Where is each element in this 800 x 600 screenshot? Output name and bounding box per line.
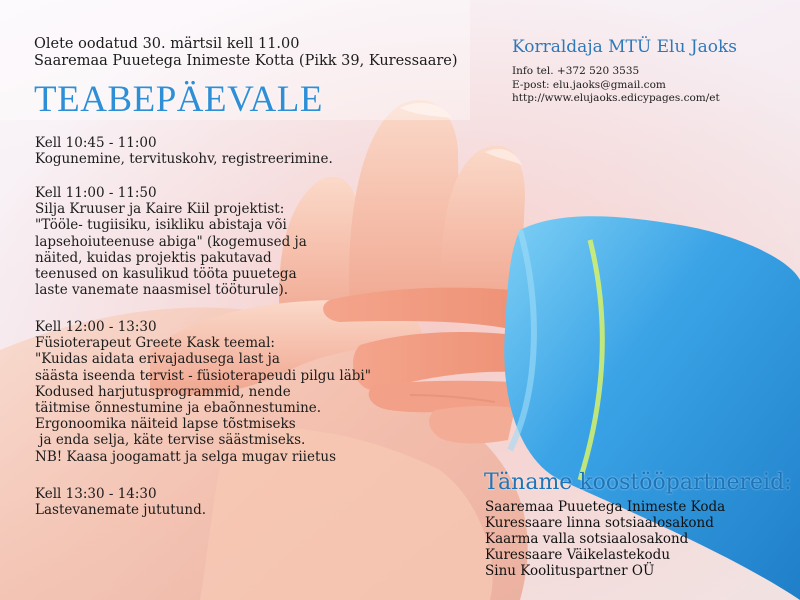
- schedule-time: Kell 10:45 - 11:00: [35, 135, 157, 151]
- contact-website: http://www.elujaoks.edicypages.com/et: [512, 92, 720, 104]
- schedule-line: Silja Kruuser ja Kaire Kiil projektist:: [35, 201, 285, 218]
- schedule-line: laste vanemate naasmisel tööturule).: [35, 282, 289, 299]
- schedule-line: "Kuidas aidata erivajadusega last ja: [35, 351, 280, 368]
- contact-info: [512, 65, 720, 106]
- schedule-time: Kell 12:00 - 13:30: [35, 319, 157, 335]
- schedule-line: Füsioterapeut Greete Kask teemal:: [35, 335, 275, 352]
- partners-list: [485, 499, 725, 579]
- partner-item: Sinu Koolituspartner OÜ: [485, 563, 655, 579]
- schedule-line: "Tööle- tugiisiku, isikliku abistaja või: [35, 217, 287, 234]
- partner-item: Kuressaare Väikelastekodu: [485, 547, 671, 563]
- schedule-block: [35, 486, 206, 518]
- partner-item: Kuressaare linna sotsiaalosakond: [485, 515, 714, 531]
- schedule-line: Lastevanemate jututund.: [35, 502, 207, 519]
- partner-item: Kaarma valla sotsiaalosakond: [485, 531, 689, 547]
- partner-item: Saaremaa Puuetega Inimeste Koda: [485, 499, 726, 515]
- schedule-line: ja enda selja, käte tervise säästmiseks.: [35, 432, 306, 449]
- invitation-date-line: Olete oodatud 30. märtsil kell 11.00: [34, 36, 300, 52]
- schedule-block: [35, 135, 333, 167]
- schedule-line: Kodused harjutusprogrammid, nende: [35, 383, 291, 400]
- schedule-time: Kell 13:30 - 14:30: [35, 486, 157, 502]
- schedule-block: [35, 185, 307, 298]
- contact-email: E-post: elu.jaoks@gmail.com: [512, 78, 666, 91]
- invitation-location-line: Saaremaa Puuetega Inimeste Kotta (Pikk 39, Kuressaare): [34, 53, 458, 69]
- schedule-line: NB! Kaasa joogamatt ja selga mugav riietus: [35, 448, 336, 465]
- main-title: TEABEPÄEVALE: [34, 79, 323, 120]
- schedule-line: Ergonoomika näiteid lapse tõstmiseks: [35, 416, 296, 433]
- schedule-line: täitmise õnnestumine ja ebaõnnestumine.: [35, 400, 322, 417]
- partners-title: Täname koostööpartnereid:: [484, 470, 792, 495]
- contact-phone: Info tel. +372 520 3535: [512, 65, 640, 77]
- schedule-block: [35, 319, 371, 465]
- schedule-line: teenused on kasulikud tööta puuetega: [35, 266, 297, 283]
- schedule-time: Kell 11:00 - 11:50: [35, 185, 157, 201]
- schedule-line: näited, kuidas projektis pakutavad: [35, 249, 272, 266]
- organizer-title: Korraldaja MTÜ Elu Jaoks: [512, 37, 738, 57]
- schedule-line: lapsehoiuteenuse abiga" (kogemused ja: [35, 233, 307, 250]
- schedule-line: säästa iseenda tervist - füsioterapeudi pilgu läbi": [35, 367, 371, 384]
- schedule-line: Kogunemine, tervituskohv, registreerimine.: [35, 151, 333, 168]
- invitation-text: [34, 36, 458, 70]
